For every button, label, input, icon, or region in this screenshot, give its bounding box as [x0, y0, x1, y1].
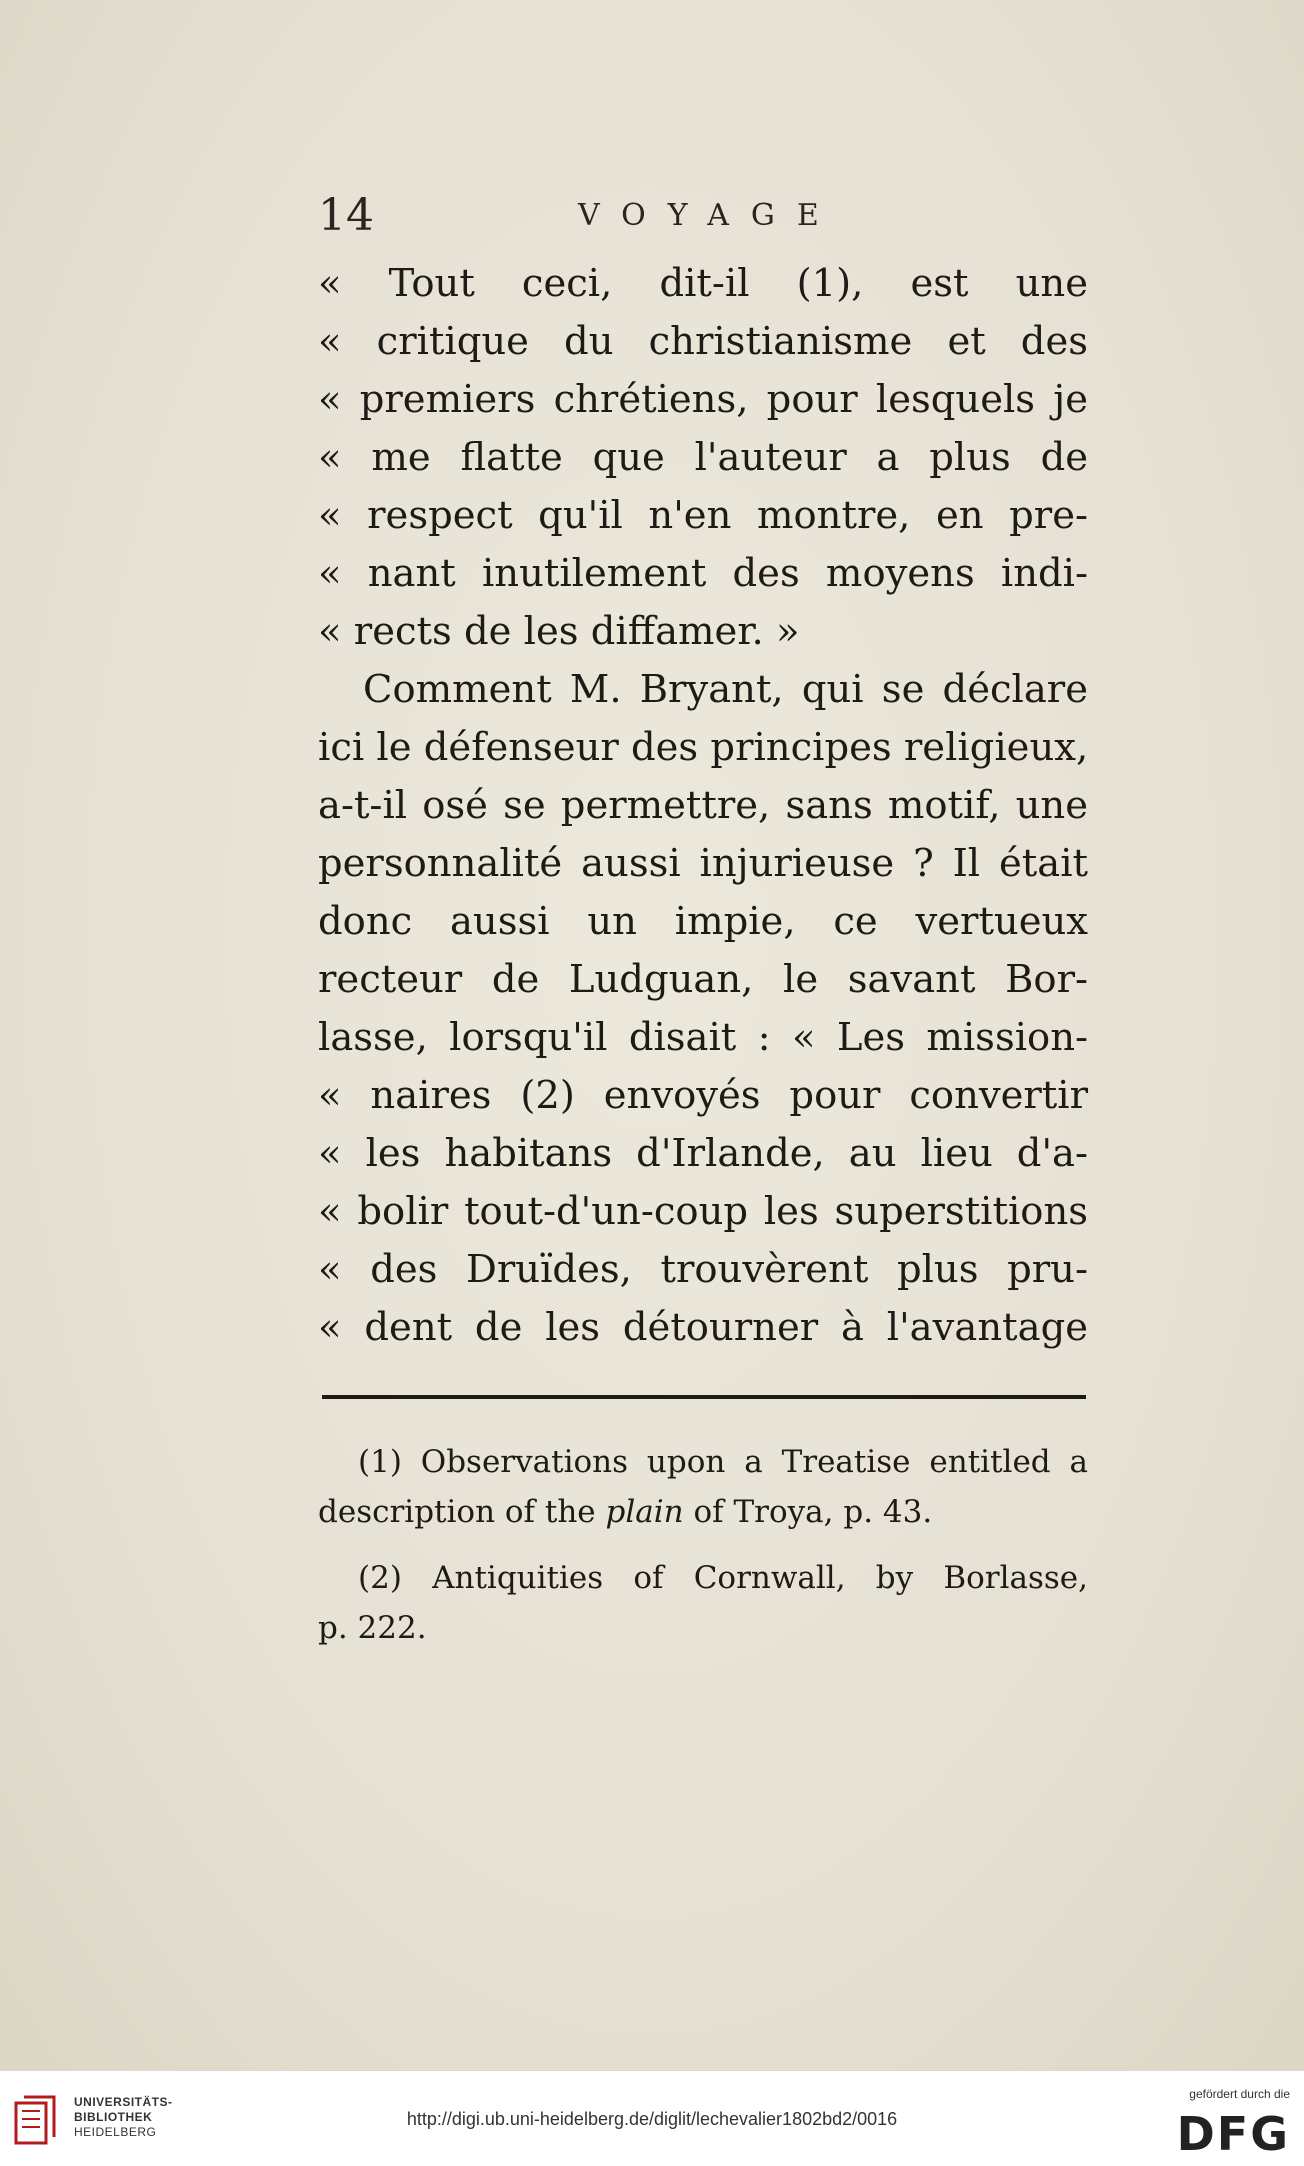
viewer-footer: [0, 2070, 1304, 2166]
footnote-1-line: [318, 1487, 1088, 1537]
text-line: « les habitans d'Irlande, au lieu d'a-: [318, 1131, 1088, 1176]
footnote-divider: [322, 1395, 1086, 1399]
text-line: recteur de Ludguan, le savant Bor-: [318, 957, 1088, 1002]
footnotes: [318, 1437, 1088, 1653]
footnote-text: of Troya, p. 43.: [683, 1494, 933, 1530]
text-line: « critique du christianisme et des: [318, 319, 1088, 364]
text-line: « nant inutilement des moyens indi-: [318, 551, 1088, 596]
text-line: « des Druïdes, trouvèrent plus pru-: [318, 1247, 1088, 1292]
text-line: « dent de les détourner à l'avantage: [318, 1305, 1088, 1350]
sponsor-caption: gefördert durch die: [1189, 2087, 1290, 2101]
library-name-line: BIBLIOTHEK: [74, 2110, 153, 2124]
text-line: « me flatte que l'auteur a plus de: [318, 435, 1088, 480]
text-line: Comment M. Bryant, qui se déclare: [363, 667, 1088, 712]
footnote-italic: plain: [605, 1494, 684, 1530]
footnote-1-line: (1) Observations upon a Treatise entitled a: [358, 1444, 1088, 1480]
text-line: « Tout ceci, dit-il (1), est une: [318, 261, 1088, 306]
text-line: personnalité aussi injurieuse ? Il était: [318, 841, 1088, 886]
dfg-logo[interactable]: DFG: [1176, 2107, 1290, 2161]
text-line: « bolir tout-d'un-coup les superstitions: [318, 1189, 1088, 1234]
text-line: « respect qu'il n'en montre, en pre-: [318, 493, 1088, 538]
page-number: 14: [318, 190, 374, 241]
footnote-2-line: p. 222.: [318, 1610, 427, 1646]
text-line: lasse, lorsqu'il disait : « Les mission-: [318, 1015, 1088, 1060]
footnote-2-line: (2) Antiquities of Cornwall, by Borlasse,: [358, 1560, 1088, 1596]
page-header: [318, 190, 1088, 250]
footnote-text: description of the: [318, 1494, 606, 1530]
text-line: « premiers chrétiens, pour lesquels je: [318, 377, 1088, 422]
permalink[interactable]: http://digi.ub.uni-heidelberg.de/diglit/lechevalier1802bd2/0016: [406, 2109, 898, 2129]
text-line: donc aussi un impie, ce vertueux: [318, 899, 1088, 944]
running-head: VOYAGE: [578, 198, 841, 233]
text-line: « rects de les diffamer. »: [318, 609, 800, 654]
text-line: a-t-il osé se permettre, sans motif, une: [318, 783, 1088, 828]
library-name-line: UNIVERSITÄTS-: [74, 2095, 173, 2109]
library-name-line: HEIDELBERG: [74, 2125, 157, 2139]
text-line: « naires (2) envoyés pour convertir: [318, 1073, 1088, 1118]
body-text: [318, 255, 1088, 1357]
text-line: ici le défenseur des principes religieux,: [318, 725, 1089, 770]
